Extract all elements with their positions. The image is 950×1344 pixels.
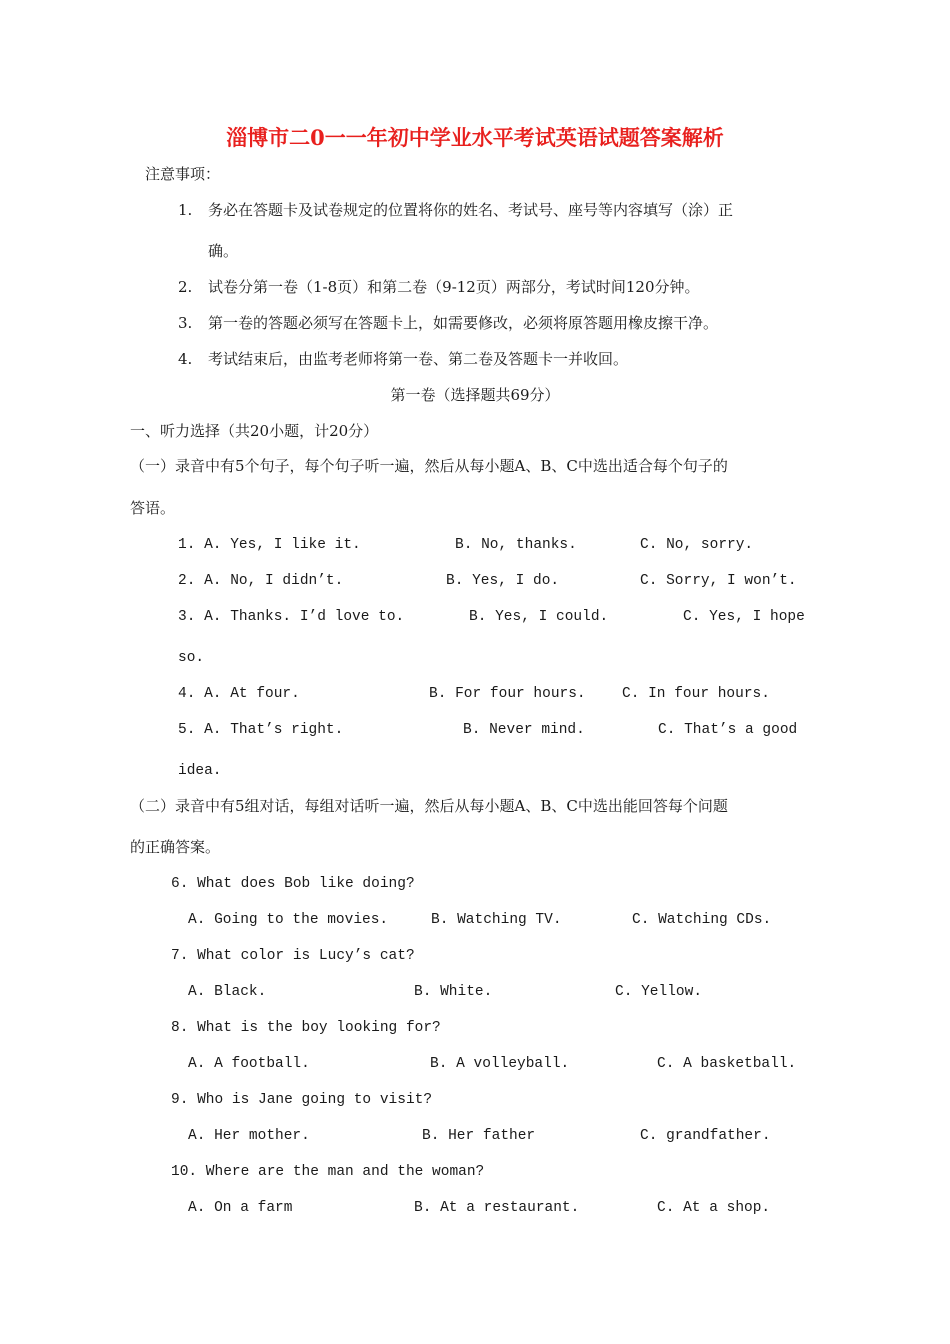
question-6-option-b: B. Watching TV. — [431, 912, 562, 928]
question-9-option-a: A. Her mother. — [188, 1128, 310, 1144]
question-3-option-b: B. Yes, I could. — [469, 609, 609, 625]
question-2-option-c: C. Sorry, I won’t. — [640, 573, 797, 589]
question-5-option-b: B. Never mind. — [463, 722, 585, 738]
notice-heading: 注意事项： — [145, 165, 221, 183]
notice-item-number: 2. — [178, 278, 193, 296]
volume-title: 第一卷（选择题共69分） — [390, 386, 560, 404]
notice-item-text: 务必在答题卡及试卷规定的位置将你的姓名、考试号、座号等内容填写（涂）正 — [208, 201, 734, 219]
question-6-option-a: A. Going to the movies. — [188, 912, 389, 928]
question-7-option-a: A. Black. — [188, 984, 267, 1000]
question-6-option-c: C. Watching CDs. — [632, 912, 772, 928]
question-7-option-b: B. White. — [414, 984, 493, 1000]
question-1-option-a: 1. A. Yes, I like it. — [178, 537, 361, 553]
question-5-option-c: C. That’s a good — [658, 722, 798, 738]
notice-item-3 — [178, 313, 718, 333]
part2-instruction-continued: 的正确答案。 — [130, 838, 221, 856]
question-6-prompt: 6. What does Bob like doing? — [171, 876, 415, 892]
part2-instruction: （二）录音中有5组对话，每组对话听一遍，然后从每小题A、B、C中选出能回答每个问题 — [130, 797, 728, 815]
question-7-prompt: 7. What color is Lucy’s cat? — [171, 948, 415, 964]
notice-item-text: 考试结束后，由监考老师将第一卷、第二卷及答题卡一并收回。 — [208, 350, 629, 368]
question-5-option-c-continued: idea. — [178, 763, 222, 779]
notice-item-4 — [178, 349, 628, 369]
question-8-option-a: A. A football. — [188, 1056, 310, 1072]
notice-item-number: 3. — [178, 314, 193, 332]
part1-instruction-continued: 答语。 — [130, 499, 176, 517]
question-2-option-b: B. Yes, I do. — [446, 573, 560, 589]
section-heading: 一、听力选择（共20小题，计20分） — [130, 422, 379, 440]
notice-item-2 — [178, 277, 700, 297]
question-4-option-c: C. In four hours. — [622, 686, 770, 702]
question-4-option-a: 4. A. At four. — [178, 686, 300, 702]
question-1-option-b: B. No, thanks. — [455, 537, 577, 553]
question-7-option-c: C. Yellow. — [615, 984, 703, 1000]
question-5-option-a: 5. A. That’s right. — [178, 722, 344, 738]
question-3-option-c-continued: so. — [178, 650, 205, 666]
question-10-prompt: 10. Where are the man and the woman? — [171, 1164, 485, 1180]
part1-instruction: （一）录音中有5个句子，每个句子听一遍，然后从每小题A、B、C中选出适合每个句子的 — [130, 457, 728, 475]
question-10-option-a: A. On a farm — [188, 1200, 293, 1216]
question-8-prompt: 8. What is the boy looking for? — [171, 1020, 441, 1036]
notice-item-1 — [178, 200, 733, 220]
notice-item-text: 第一卷的答题必须写在答题卡上，如需要修改，必须将原答题用橡皮擦干净。 — [208, 314, 719, 332]
page-title: 淄博市二0一一年初中学业水平考试英语试题答案解析 — [226, 125, 724, 150]
question-9-option-c: C. grandfather. — [640, 1128, 771, 1144]
question-1-option-c: C. No, sorry. — [640, 537, 754, 553]
notice-item-number: 1. — [178, 201, 193, 219]
question-3-option-c: C. Yes, I hope — [683, 609, 805, 625]
question-4-option-b: B. For four hours. — [429, 686, 586, 702]
question-10-option-c: C. At a shop. — [657, 1200, 771, 1216]
question-2-option-a: 2. A. No, I didn’t. — [178, 573, 344, 589]
notice-item-number: 4. — [178, 350, 193, 368]
notice-item-1-continued: 确。 — [208, 242, 239, 260]
notice-item-text: 试卷分第一卷（1-8页）和第二卷（9-12页）两部分，考试时间120分钟。 — [208, 278, 700, 296]
question-9-prompt: 9. Who is Jane going to visit? — [171, 1092, 433, 1108]
question-8-option-b: B. A volleyball. — [430, 1056, 570, 1072]
question-8-option-c: C. A basketball. — [657, 1056, 797, 1072]
question-3-option-a: 3. A. Thanks. I’d love to. — [178, 609, 405, 625]
question-9-option-b: B. Her father — [422, 1128, 536, 1144]
question-10-option-b: B. At a restaurant. — [414, 1200, 580, 1216]
